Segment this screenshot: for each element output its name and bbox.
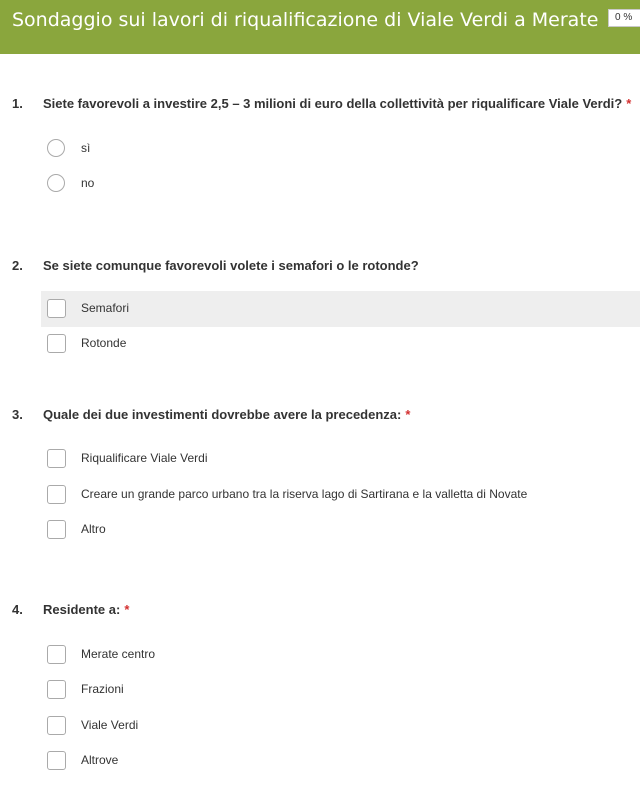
checkbox[interactable] [47,751,66,770]
option-label[interactable]: Frazioni [81,682,124,696]
option-label[interactable]: Creare un grande parco urbano tra la riserva lago di Sartirana e la valletta di Novate [81,487,528,501]
checkbox[interactable] [47,680,66,699]
checkbox[interactable] [47,449,66,468]
question-1-text [43,96,631,111]
radio-button[interactable] [47,139,65,157]
question-3-number: 3. [12,407,23,422]
option-parco-urbano[interactable] [41,477,640,513]
checkbox[interactable] [47,716,66,735]
question-1-label: Siete favorevoli a investire 2,5 – 3 milioni di euro della collettività per riqualificare Viale Verdi? [43,96,623,111]
option-frazioni[interactable] [41,672,640,708]
question-3-text [43,407,410,422]
question-2-number: 2. [12,258,23,273]
required-mark: * [124,602,130,617]
required-mark: * [405,407,411,422]
option-viale-verdi[interactable] [41,708,640,744]
survey-title: Sondaggio sui lavori di riqualificazione di Viale Verdi a Merate [12,9,599,31]
question-1-number: 1. [12,96,23,111]
option-label[interactable]: sì [81,141,91,155]
checkbox[interactable] [47,485,66,504]
option-no[interactable] [41,166,640,202]
question-4-label: Residente a: [43,602,121,617]
question-2-text: Se siete comunque favorevoli volete i semafori o le rotonde? [43,258,419,273]
option-label[interactable]: Riqualificare Viale Verdi [81,451,208,465]
option-label[interactable]: Altrove [81,753,119,767]
option-label[interactable]: Merate centro [81,647,156,661]
option-label[interactable]: Rotonde [81,336,127,350]
option-riqualificare[interactable] [41,441,640,477]
option-label[interactable]: Altro [81,522,106,536]
radio-button[interactable] [47,174,65,192]
question-4-text [43,602,129,617]
checkbox[interactable] [47,299,66,318]
option-si[interactable] [41,131,640,167]
option-label[interactable]: Semafori [81,301,130,315]
option-label[interactable]: no [81,176,95,190]
question-3-label: Quale dei due investimenti dovrebbe avere la precedenza: [43,407,402,422]
option-merate-centro[interactable] [41,637,640,673]
required-mark: * [626,96,632,111]
checkbox[interactable] [47,334,66,353]
progress-indicator: 0 % [608,9,640,27]
question-4-number: 4. [12,602,23,617]
option-label[interactable]: Viale Verdi [81,718,139,732]
option-rotonde[interactable] [41,326,640,362]
option-semafori[interactable] [41,291,640,327]
survey-header [0,0,640,54]
option-altro[interactable] [41,512,640,548]
option-altrove[interactable] [41,743,640,779]
checkbox[interactable] [47,645,66,664]
checkbox[interactable] [47,520,66,539]
